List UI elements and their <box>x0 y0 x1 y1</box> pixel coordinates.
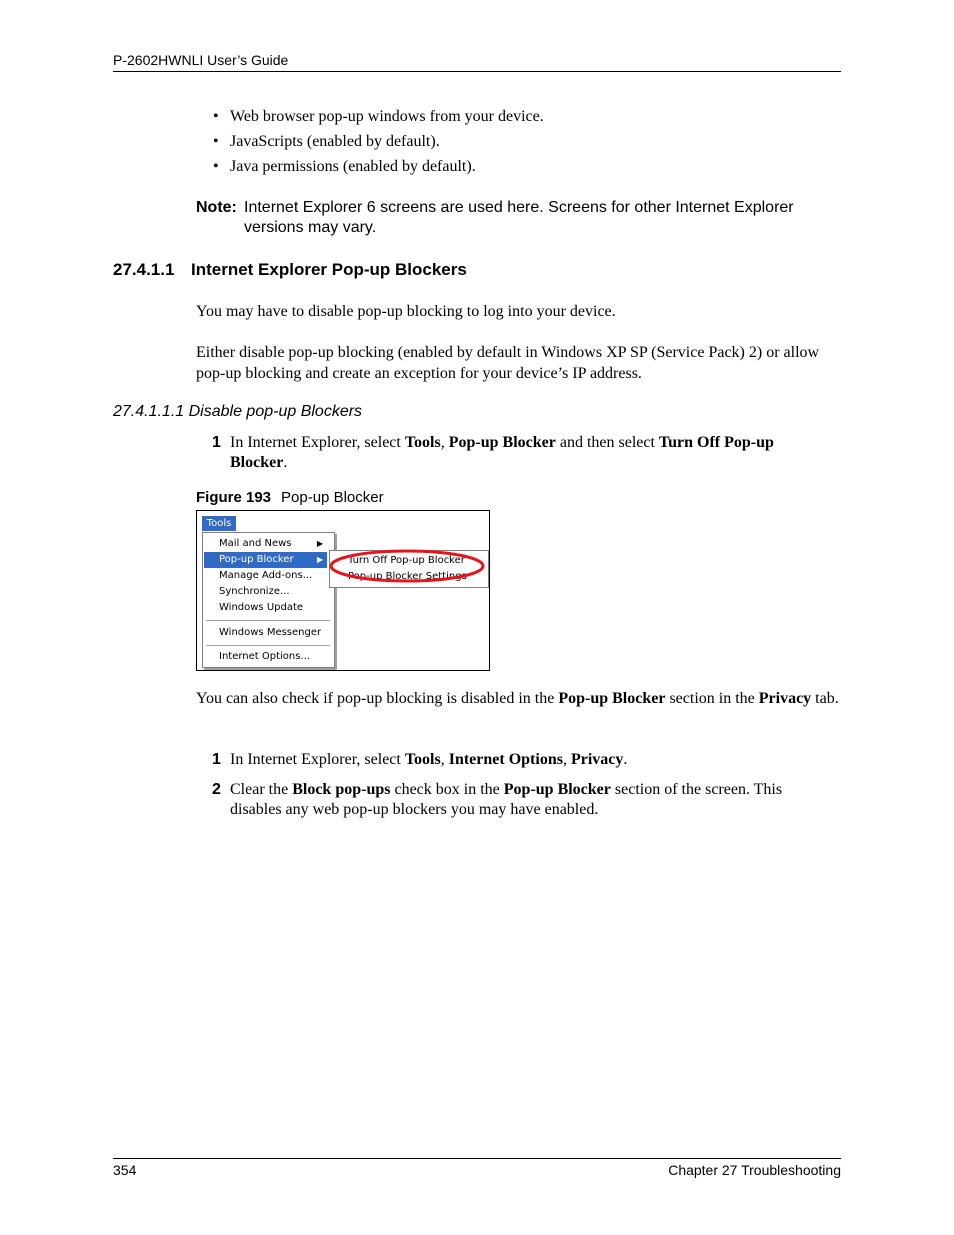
highlight-oval <box>329 549 489 583</box>
figure-title: Pop-up Blocker <box>281 489 384 506</box>
menu-item-mail-and-news[interactable]: Mail and News ▶ <box>204 536 327 552</box>
chapter-title: Chapter 27 Troubleshooting <box>668 1162 841 1178</box>
note-text: Internet Explorer 6 screens are used here. Screens for other Internet Explorer versions may vary. <box>244 199 794 236</box>
paragraph-either-disable: Either disable pop-up blocking (enabled by default in Windows XP SP (Service Pack) 2) or allow pop-up blocking and create an exception for your device’s IP address. <box>196 344 820 382</box>
paragraph-disable-intro: You may have to disable pop-up blocking to log into your device. <box>196 303 616 320</box>
list-item: • Java permissions (enabled by default). <box>213 158 476 175</box>
menu-item-synchronize[interactable]: Synchronize... <box>219 586 290 597</box>
tools-menu-title[interactable]: Tools <box>202 516 236 531</box>
section-number: 27.4.1.1 <box>113 260 175 279</box>
popup-blocker-screenshot <box>196 510 490 671</box>
step-number: 1 <box>212 434 221 451</box>
submenu-arrow-icon: ▶ <box>316 539 323 548</box>
step-text: Clear the Block pop-ups check box in the Pop-up Blocker section of the screen. This disables any web pop-up blockers you may have enabled. <box>230 781 783 818</box>
section-heading <box>113 260 467 280</box>
bullet-list <box>213 107 544 182</box>
running-header-title: P-2602HWNLI User’s Guide <box>113 52 289 68</box>
footer-rule <box>113 1158 841 1159</box>
subsection-heading: 27.4.1.1.1 Disable pop-up Blockers <box>113 403 363 420</box>
menu-item-popup-blocker-settings[interactable]: Pop-up Blocker Settings <box>348 571 467 582</box>
submenu-arrow-icon: ▶ <box>316 555 323 564</box>
bullet-text: Java permissions (enabled by default). <box>230 158 476 175</box>
figure-label: Figure 193 <box>196 489 272 506</box>
menu-item-popup-blocker[interactable]: Pop-up Blocker ▶ <box>204 552 327 568</box>
step-number: 2 <box>212 781 221 798</box>
menu-item-manage-addons[interactable]: Manage Add-ons... <box>219 570 313 581</box>
menu-item-windows-update[interactable]: Windows Update <box>219 602 304 613</box>
note-label: Note: <box>196 199 237 216</box>
menu-item-turn-off-popup-blocker[interactable]: Turn Off Pop-up Blocker <box>348 555 465 566</box>
bullet-text: JavaScripts (enabled by default). <box>230 133 440 150</box>
step-text: In Internet Explorer, select Tools, Pop-up Blocker and then select Turn Off Pop-up Blocker. <box>230 434 774 471</box>
list-item: • Web browser pop-up windows from your device. <box>213 108 544 125</box>
paragraph-check-privacy: You can also check if pop-up blocking is disabled in the Pop-up Blocker section in the Privacy tab. <box>196 690 839 707</box>
menu-item-internet-options[interactable]: Internet Options... <box>219 651 311 662</box>
figure-caption <box>196 489 384 506</box>
step-number: 1 <box>212 751 221 768</box>
header-rule <box>113 71 841 72</box>
section-title: Internet Explorer Pop-up Blockers <box>191 260 467 279</box>
menu-separator <box>206 620 330 621</box>
menu-item-windows-messenger[interactable]: Windows Messenger <box>219 627 322 638</box>
step-text: In Internet Explorer, select Tools, Internet Options, Privacy. <box>230 751 628 768</box>
list-item: • JavaScripts (enabled by default). <box>213 133 440 150</box>
page-number: 354 <box>113 1162 137 1178</box>
menu-separator <box>206 645 330 646</box>
bullet-text: Web browser pop-up windows from your device. <box>230 108 544 125</box>
tools-menu <box>202 532 335 668</box>
